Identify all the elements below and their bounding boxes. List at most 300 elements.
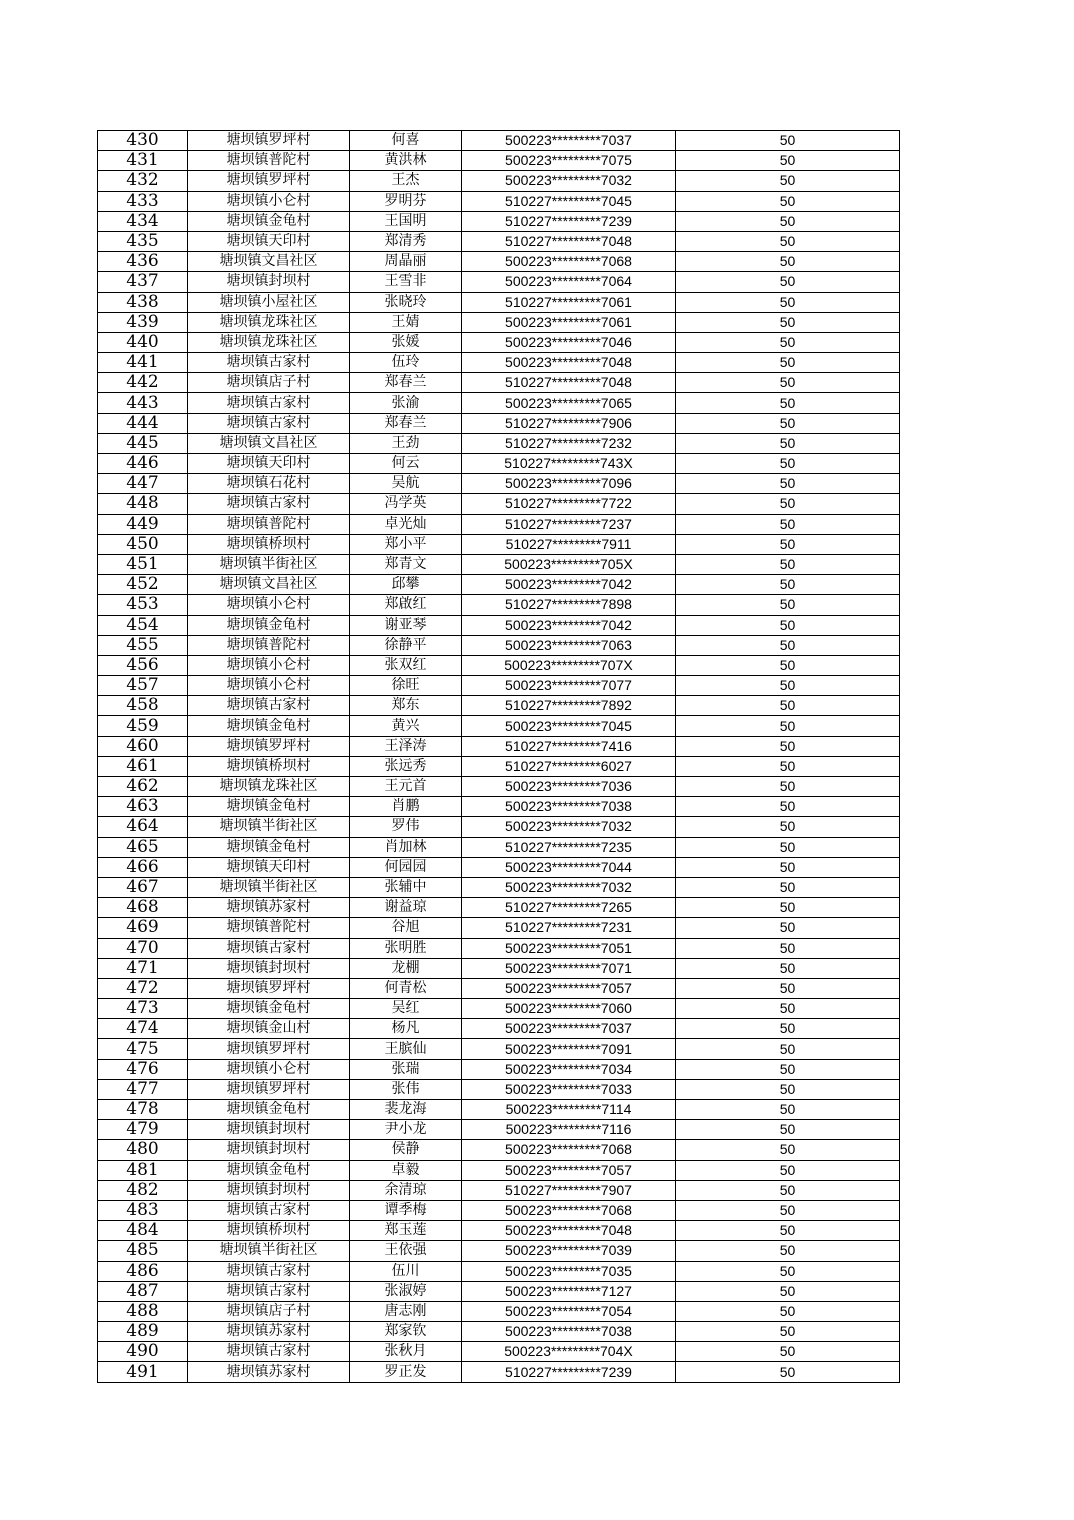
id-number-cell: 500223*********704X [462, 1342, 676, 1362]
id-number-cell: 510227*********7045 [462, 191, 676, 211]
table-row [98, 494, 900, 514]
amount-cell: 50 [676, 534, 900, 554]
name-cell: 黄洪林 [350, 151, 462, 171]
id-number-cell: 500223*********7037 [462, 1019, 676, 1039]
name-cell: 尹小龙 [350, 1120, 462, 1140]
location-cell: 塘坝镇天印村 [188, 231, 350, 251]
table-row [98, 211, 900, 231]
amount-cell: 50 [676, 1019, 900, 1039]
name-cell: 郑家钦 [350, 1322, 462, 1342]
id-number-cell: 510227*********7048 [462, 231, 676, 251]
amount-cell: 50 [676, 393, 900, 413]
name-cell: 王国明 [350, 211, 462, 231]
id-number-cell: 510227*********7911 [462, 534, 676, 554]
amount-cell: 50 [676, 716, 900, 736]
id-number-cell: 500223*********7061 [462, 312, 676, 332]
row-number-cell: 487 [98, 1281, 188, 1301]
location-cell: 塘坝镇半街社区 [188, 817, 350, 837]
name-cell: 谷旭 [350, 918, 462, 938]
id-number-cell: 500223*********7037 [462, 131, 676, 151]
amount-cell: 50 [676, 171, 900, 191]
id-number-cell: 500223*********707X [462, 655, 676, 675]
name-cell: 唐志刚 [350, 1301, 462, 1321]
name-cell: 罗明芬 [350, 191, 462, 211]
table-row [98, 978, 900, 998]
id-number-cell: 510227*********7907 [462, 1180, 676, 1200]
id-number-cell: 500223*********7033 [462, 1079, 676, 1099]
name-cell: 郑玉莲 [350, 1221, 462, 1241]
amount-cell: 50 [676, 857, 900, 877]
row-number-cell: 436 [98, 252, 188, 272]
row-number-cell: 490 [98, 1342, 188, 1362]
table-row [98, 857, 900, 877]
table-row [98, 231, 900, 251]
table-row [98, 1039, 900, 1059]
amount-cell: 50 [676, 554, 900, 574]
location-cell: 塘坝镇金龟村 [188, 615, 350, 635]
row-number-cell: 458 [98, 696, 188, 716]
row-number-cell: 442 [98, 373, 188, 393]
id-number-cell: 500223*********705X [462, 554, 676, 574]
table-row [98, 777, 900, 797]
row-number-cell: 476 [98, 1059, 188, 1079]
name-cell: 张媛 [350, 332, 462, 352]
location-cell: 塘坝镇半街社区 [188, 554, 350, 574]
location-cell: 塘坝镇文昌社区 [188, 575, 350, 595]
name-cell: 何喜 [350, 131, 462, 151]
table-row [98, 696, 900, 716]
row-number-cell: 441 [98, 353, 188, 373]
amount-cell: 50 [676, 474, 900, 494]
table-row [98, 171, 900, 191]
table-row [98, 1059, 900, 1079]
table-row [98, 1019, 900, 1039]
amount-cell: 50 [676, 918, 900, 938]
id-number-cell: 500223*********7045 [462, 716, 676, 736]
row-number-cell: 459 [98, 716, 188, 736]
amount-cell: 50 [676, 1079, 900, 1099]
name-cell: 肖加林 [350, 837, 462, 857]
table-body [98, 131, 900, 1383]
name-cell: 何云 [350, 454, 462, 474]
amount-cell: 50 [676, 1301, 900, 1321]
row-number-cell: 474 [98, 1019, 188, 1039]
name-cell: 王元首 [350, 777, 462, 797]
name-cell: 肖鹏 [350, 797, 462, 817]
amount-cell: 50 [676, 595, 900, 615]
row-number-cell: 463 [98, 797, 188, 817]
amount-cell: 50 [676, 938, 900, 958]
location-cell: 塘坝镇罗坪村 [188, 978, 350, 998]
amount-cell: 50 [676, 1342, 900, 1362]
location-cell: 塘坝镇天印村 [188, 454, 350, 474]
table-row [98, 1140, 900, 1160]
name-cell: 谢益琼 [350, 898, 462, 918]
location-cell: 塘坝镇古家村 [188, 1281, 350, 1301]
location-cell: 塘坝镇罗坪村 [188, 171, 350, 191]
name-cell: 杨凡 [350, 1019, 462, 1039]
row-number-cell: 432 [98, 171, 188, 191]
row-number-cell: 461 [98, 756, 188, 776]
id-number-cell: 500223*********7091 [462, 1039, 676, 1059]
table-row [98, 554, 900, 574]
id-number-cell: 500223*********7077 [462, 676, 676, 696]
row-number-cell: 439 [98, 312, 188, 332]
table-row [98, 1160, 900, 1180]
amount-cell: 50 [676, 131, 900, 151]
name-cell: 何青松 [350, 978, 462, 998]
table-row [98, 595, 900, 615]
id-number-cell: 500223*********7044 [462, 857, 676, 877]
amount-cell: 50 [676, 1322, 900, 1342]
row-number-cell: 452 [98, 575, 188, 595]
location-cell: 塘坝镇古家村 [188, 938, 350, 958]
row-number-cell: 489 [98, 1322, 188, 1342]
location-cell: 塘坝镇桥坝村 [188, 756, 350, 776]
table-row [98, 1100, 900, 1120]
name-cell: 王杰 [350, 171, 462, 191]
amount-cell: 50 [676, 575, 900, 595]
location-cell: 塘坝镇古家村 [188, 393, 350, 413]
name-cell: 张渝 [350, 393, 462, 413]
amount-cell: 50 [676, 958, 900, 978]
table-row [98, 958, 900, 978]
name-cell: 张辅中 [350, 877, 462, 897]
location-cell: 塘坝镇桥坝村 [188, 1221, 350, 1241]
location-cell: 塘坝镇金龟村 [188, 211, 350, 231]
name-cell: 谭季梅 [350, 1200, 462, 1220]
amount-cell: 50 [676, 373, 900, 393]
id-number-cell: 500223*********7042 [462, 615, 676, 635]
row-number-cell: 488 [98, 1301, 188, 1321]
id-number-cell: 510227*********7906 [462, 413, 676, 433]
location-cell: 塘坝镇店子村 [188, 1301, 350, 1321]
location-cell: 塘坝镇小仑村 [188, 1059, 350, 1079]
row-number-cell: 478 [98, 1100, 188, 1120]
amount-cell: 50 [676, 433, 900, 453]
id-number-cell: 510227*********743X [462, 454, 676, 474]
table-row [98, 312, 900, 332]
id-number-cell: 500223*********7035 [462, 1261, 676, 1281]
id-number-cell: 500223*********7032 [462, 877, 676, 897]
id-number-cell: 510227*********7231 [462, 918, 676, 938]
table-row [98, 676, 900, 696]
row-number-cell: 467 [98, 877, 188, 897]
amount-cell: 50 [676, 494, 900, 514]
id-number-cell: 500223*********7068 [462, 1140, 676, 1160]
amount-cell: 50 [676, 837, 900, 857]
row-number-cell: 465 [98, 837, 188, 857]
table-row [98, 1221, 900, 1241]
id-number-cell: 500223*********7036 [462, 777, 676, 797]
amount-cell: 50 [676, 454, 900, 474]
name-cell: 冯学英 [350, 494, 462, 514]
id-number-cell: 500223*********7038 [462, 1322, 676, 1342]
id-number-cell: 500223*********7075 [462, 151, 676, 171]
table-row [98, 413, 900, 433]
id-number-cell: 510227*********7898 [462, 595, 676, 615]
amount-cell: 50 [676, 999, 900, 1019]
location-cell: 塘坝镇普陀村 [188, 514, 350, 534]
name-cell: 郑啟红 [350, 595, 462, 615]
location-cell: 塘坝镇普陀村 [188, 635, 350, 655]
row-number-cell: 491 [98, 1362, 188, 1382]
id-number-cell: 510227*********7722 [462, 494, 676, 514]
id-number-cell: 500223*********7116 [462, 1120, 676, 1140]
table-row [98, 433, 900, 453]
name-cell: 邱攀 [350, 575, 462, 595]
name-cell: 罗伟 [350, 817, 462, 837]
location-cell: 塘坝镇小仑村 [188, 676, 350, 696]
location-cell: 塘坝镇小屋社区 [188, 292, 350, 312]
id-number-cell: 500223*********7127 [462, 1281, 676, 1301]
amount-cell: 50 [676, 1261, 900, 1281]
location-cell: 塘坝镇小仑村 [188, 191, 350, 211]
name-cell: 张伟 [350, 1079, 462, 1099]
name-cell: 郑青文 [350, 554, 462, 574]
table-row [98, 332, 900, 352]
location-cell: 塘坝镇石花村 [188, 474, 350, 494]
id-number-cell: 500223*********7038 [462, 797, 676, 817]
row-number-cell: 448 [98, 494, 188, 514]
row-number-cell: 437 [98, 272, 188, 292]
row-number-cell: 444 [98, 413, 188, 433]
row-number-cell: 483 [98, 1200, 188, 1220]
row-number-cell: 480 [98, 1140, 188, 1160]
row-number-cell: 470 [98, 938, 188, 958]
amount-cell: 50 [676, 655, 900, 675]
name-cell: 何园园 [350, 857, 462, 877]
table-row [98, 1322, 900, 1342]
location-cell: 塘坝镇苏家村 [188, 898, 350, 918]
amount-cell: 50 [676, 1160, 900, 1180]
amount-cell: 50 [676, 696, 900, 716]
amount-cell: 50 [676, 151, 900, 171]
amount-cell: 50 [676, 1039, 900, 1059]
location-cell: 塘坝镇天印村 [188, 857, 350, 877]
name-cell: 罗正发 [350, 1362, 462, 1382]
row-number-cell: 440 [98, 332, 188, 352]
name-cell: 谢亚琴 [350, 615, 462, 635]
amount-cell: 50 [676, 877, 900, 897]
id-number-cell: 500223*********7057 [462, 1160, 676, 1180]
table-row [98, 635, 900, 655]
row-number-cell: 433 [98, 191, 188, 211]
amount-cell: 50 [676, 252, 900, 272]
amount-cell: 50 [676, 312, 900, 332]
table-row [98, 1241, 900, 1261]
id-number-cell: 500223*********7114 [462, 1100, 676, 1120]
amount-cell: 50 [676, 353, 900, 373]
location-cell: 塘坝镇半街社区 [188, 1241, 350, 1261]
amount-cell: 50 [676, 1140, 900, 1160]
amount-cell: 50 [676, 1241, 900, 1261]
row-number-cell: 484 [98, 1221, 188, 1241]
location-cell: 塘坝镇金龟村 [188, 797, 350, 817]
table-row [98, 534, 900, 554]
location-cell: 塘坝镇罗坪村 [188, 1039, 350, 1059]
id-number-cell: 500223*********7060 [462, 999, 676, 1019]
amount-cell: 50 [676, 332, 900, 352]
row-number-cell: 449 [98, 514, 188, 534]
table-row [98, 252, 900, 272]
table-row [98, 1342, 900, 1362]
location-cell: 塘坝镇金龟村 [188, 1100, 350, 1120]
amount-cell: 50 [676, 1281, 900, 1301]
table-row [98, 131, 900, 151]
table-row [98, 615, 900, 635]
table-row [98, 877, 900, 897]
table-row [98, 1362, 900, 1382]
table-row [98, 1120, 900, 1140]
location-cell: 塘坝镇古家村 [188, 1342, 350, 1362]
location-cell: 塘坝镇小仑村 [188, 655, 350, 675]
row-number-cell: 479 [98, 1120, 188, 1140]
name-cell: 王雪非 [350, 272, 462, 292]
location-cell: 塘坝镇普陀村 [188, 151, 350, 171]
row-number-cell: 468 [98, 898, 188, 918]
id-number-cell: 510227*********7048 [462, 373, 676, 393]
table-row [98, 272, 900, 292]
id-number-cell: 510227*********7061 [462, 292, 676, 312]
name-cell: 徐静平 [350, 635, 462, 655]
amount-cell: 50 [676, 898, 900, 918]
name-cell: 王泽涛 [350, 736, 462, 756]
row-number-cell: 457 [98, 676, 188, 696]
location-cell: 塘坝镇半街社区 [188, 877, 350, 897]
location-cell: 塘坝镇龙珠社区 [188, 332, 350, 352]
row-number-cell: 472 [98, 978, 188, 998]
name-cell: 张远秀 [350, 756, 462, 776]
name-cell: 郑春兰 [350, 413, 462, 433]
location-cell: 塘坝镇苏家村 [188, 1322, 350, 1342]
amount-cell: 50 [676, 676, 900, 696]
location-cell: 塘坝镇桥坝村 [188, 534, 350, 554]
name-cell: 郑清秀 [350, 231, 462, 251]
name-cell: 伍川 [350, 1261, 462, 1281]
table-row [98, 898, 900, 918]
location-cell: 塘坝镇封坝村 [188, 1140, 350, 1160]
id-number-cell: 500223*********7054 [462, 1301, 676, 1321]
name-cell: 黄兴 [350, 716, 462, 736]
table-row [98, 817, 900, 837]
id-number-cell: 500223*********7032 [462, 817, 676, 837]
row-number-cell: 445 [98, 433, 188, 453]
location-cell: 塘坝镇龙珠社区 [188, 777, 350, 797]
id-number-cell: 500223*********7071 [462, 958, 676, 978]
name-cell: 张晓玲 [350, 292, 462, 312]
row-number-cell: 462 [98, 777, 188, 797]
table-row [98, 999, 900, 1019]
amount-cell: 50 [676, 817, 900, 837]
id-number-cell: 500223*********7042 [462, 575, 676, 595]
name-cell: 王依强 [350, 1241, 462, 1261]
amount-cell: 50 [676, 514, 900, 534]
location-cell: 塘坝镇封坝村 [188, 1180, 350, 1200]
name-cell: 周晶丽 [350, 252, 462, 272]
row-number-cell: 451 [98, 554, 188, 574]
row-number-cell: 460 [98, 736, 188, 756]
name-cell: 王膑仙 [350, 1039, 462, 1059]
table-row [98, 373, 900, 393]
row-number-cell: 447 [98, 474, 188, 494]
id-number-cell: 500223*********7046 [462, 332, 676, 352]
location-cell: 塘坝镇罗坪村 [188, 736, 350, 756]
row-number-cell: 454 [98, 615, 188, 635]
name-cell: 王婧 [350, 312, 462, 332]
table-row [98, 514, 900, 534]
amount-cell: 50 [676, 1362, 900, 1382]
id-number-cell: 500223*********7048 [462, 1221, 676, 1241]
table-row [98, 1079, 900, 1099]
location-cell: 塘坝镇小仑村 [188, 595, 350, 615]
amount-cell: 50 [676, 756, 900, 776]
name-cell: 卓光灿 [350, 514, 462, 534]
location-cell: 塘坝镇封坝村 [188, 1120, 350, 1140]
location-cell: 塘坝镇店子村 [188, 373, 350, 393]
table-row [98, 655, 900, 675]
table-row [98, 716, 900, 736]
table-row [98, 797, 900, 817]
row-number-cell: 453 [98, 595, 188, 615]
row-number-cell: 466 [98, 857, 188, 877]
amount-cell: 50 [676, 1221, 900, 1241]
location-cell: 塘坝镇古家村 [188, 1200, 350, 1220]
location-cell: 塘坝镇古家村 [188, 494, 350, 514]
location-cell: 塘坝镇文昌社区 [188, 433, 350, 453]
row-number-cell: 469 [98, 918, 188, 938]
name-cell: 张双红 [350, 655, 462, 675]
location-cell: 塘坝镇罗坪村 [188, 1079, 350, 1099]
amount-cell: 50 [676, 211, 900, 231]
row-number-cell: 434 [98, 211, 188, 231]
name-cell: 张明胜 [350, 938, 462, 958]
table-row [98, 191, 900, 211]
row-number-cell: 431 [98, 151, 188, 171]
amount-cell: 50 [676, 1200, 900, 1220]
table-row [98, 151, 900, 171]
row-number-cell: 486 [98, 1261, 188, 1281]
table-row [98, 353, 900, 373]
name-cell: 郑春兰 [350, 373, 462, 393]
id-number-cell: 500223*********7096 [462, 474, 676, 494]
id-number-cell: 500223*********7068 [462, 1200, 676, 1220]
row-number-cell: 446 [98, 454, 188, 474]
id-number-cell: 510227*********6027 [462, 756, 676, 776]
name-cell: 卓毅 [350, 1160, 462, 1180]
name-cell: 吴红 [350, 999, 462, 1019]
id-number-cell: 500223*********7064 [462, 272, 676, 292]
id-number-cell: 510227*********7892 [462, 696, 676, 716]
amount-cell: 50 [676, 797, 900, 817]
location-cell: 塘坝镇金龟村 [188, 1160, 350, 1180]
amount-cell: 50 [676, 1100, 900, 1120]
id-number-cell: 500223*********7063 [462, 635, 676, 655]
name-cell: 张淑婷 [350, 1281, 462, 1301]
amount-cell: 50 [676, 272, 900, 292]
table-row [98, 474, 900, 494]
table-row [98, 736, 900, 756]
location-cell: 塘坝镇罗坪村 [188, 131, 350, 151]
id-number-cell: 510227*********7265 [462, 898, 676, 918]
name-cell: 吴航 [350, 474, 462, 494]
id-number-cell: 500223*********7039 [462, 1241, 676, 1261]
row-number-cell: 443 [98, 393, 188, 413]
table-row [98, 575, 900, 595]
amount-cell: 50 [676, 413, 900, 433]
amount-cell: 50 [676, 615, 900, 635]
name-cell: 王劲 [350, 433, 462, 453]
